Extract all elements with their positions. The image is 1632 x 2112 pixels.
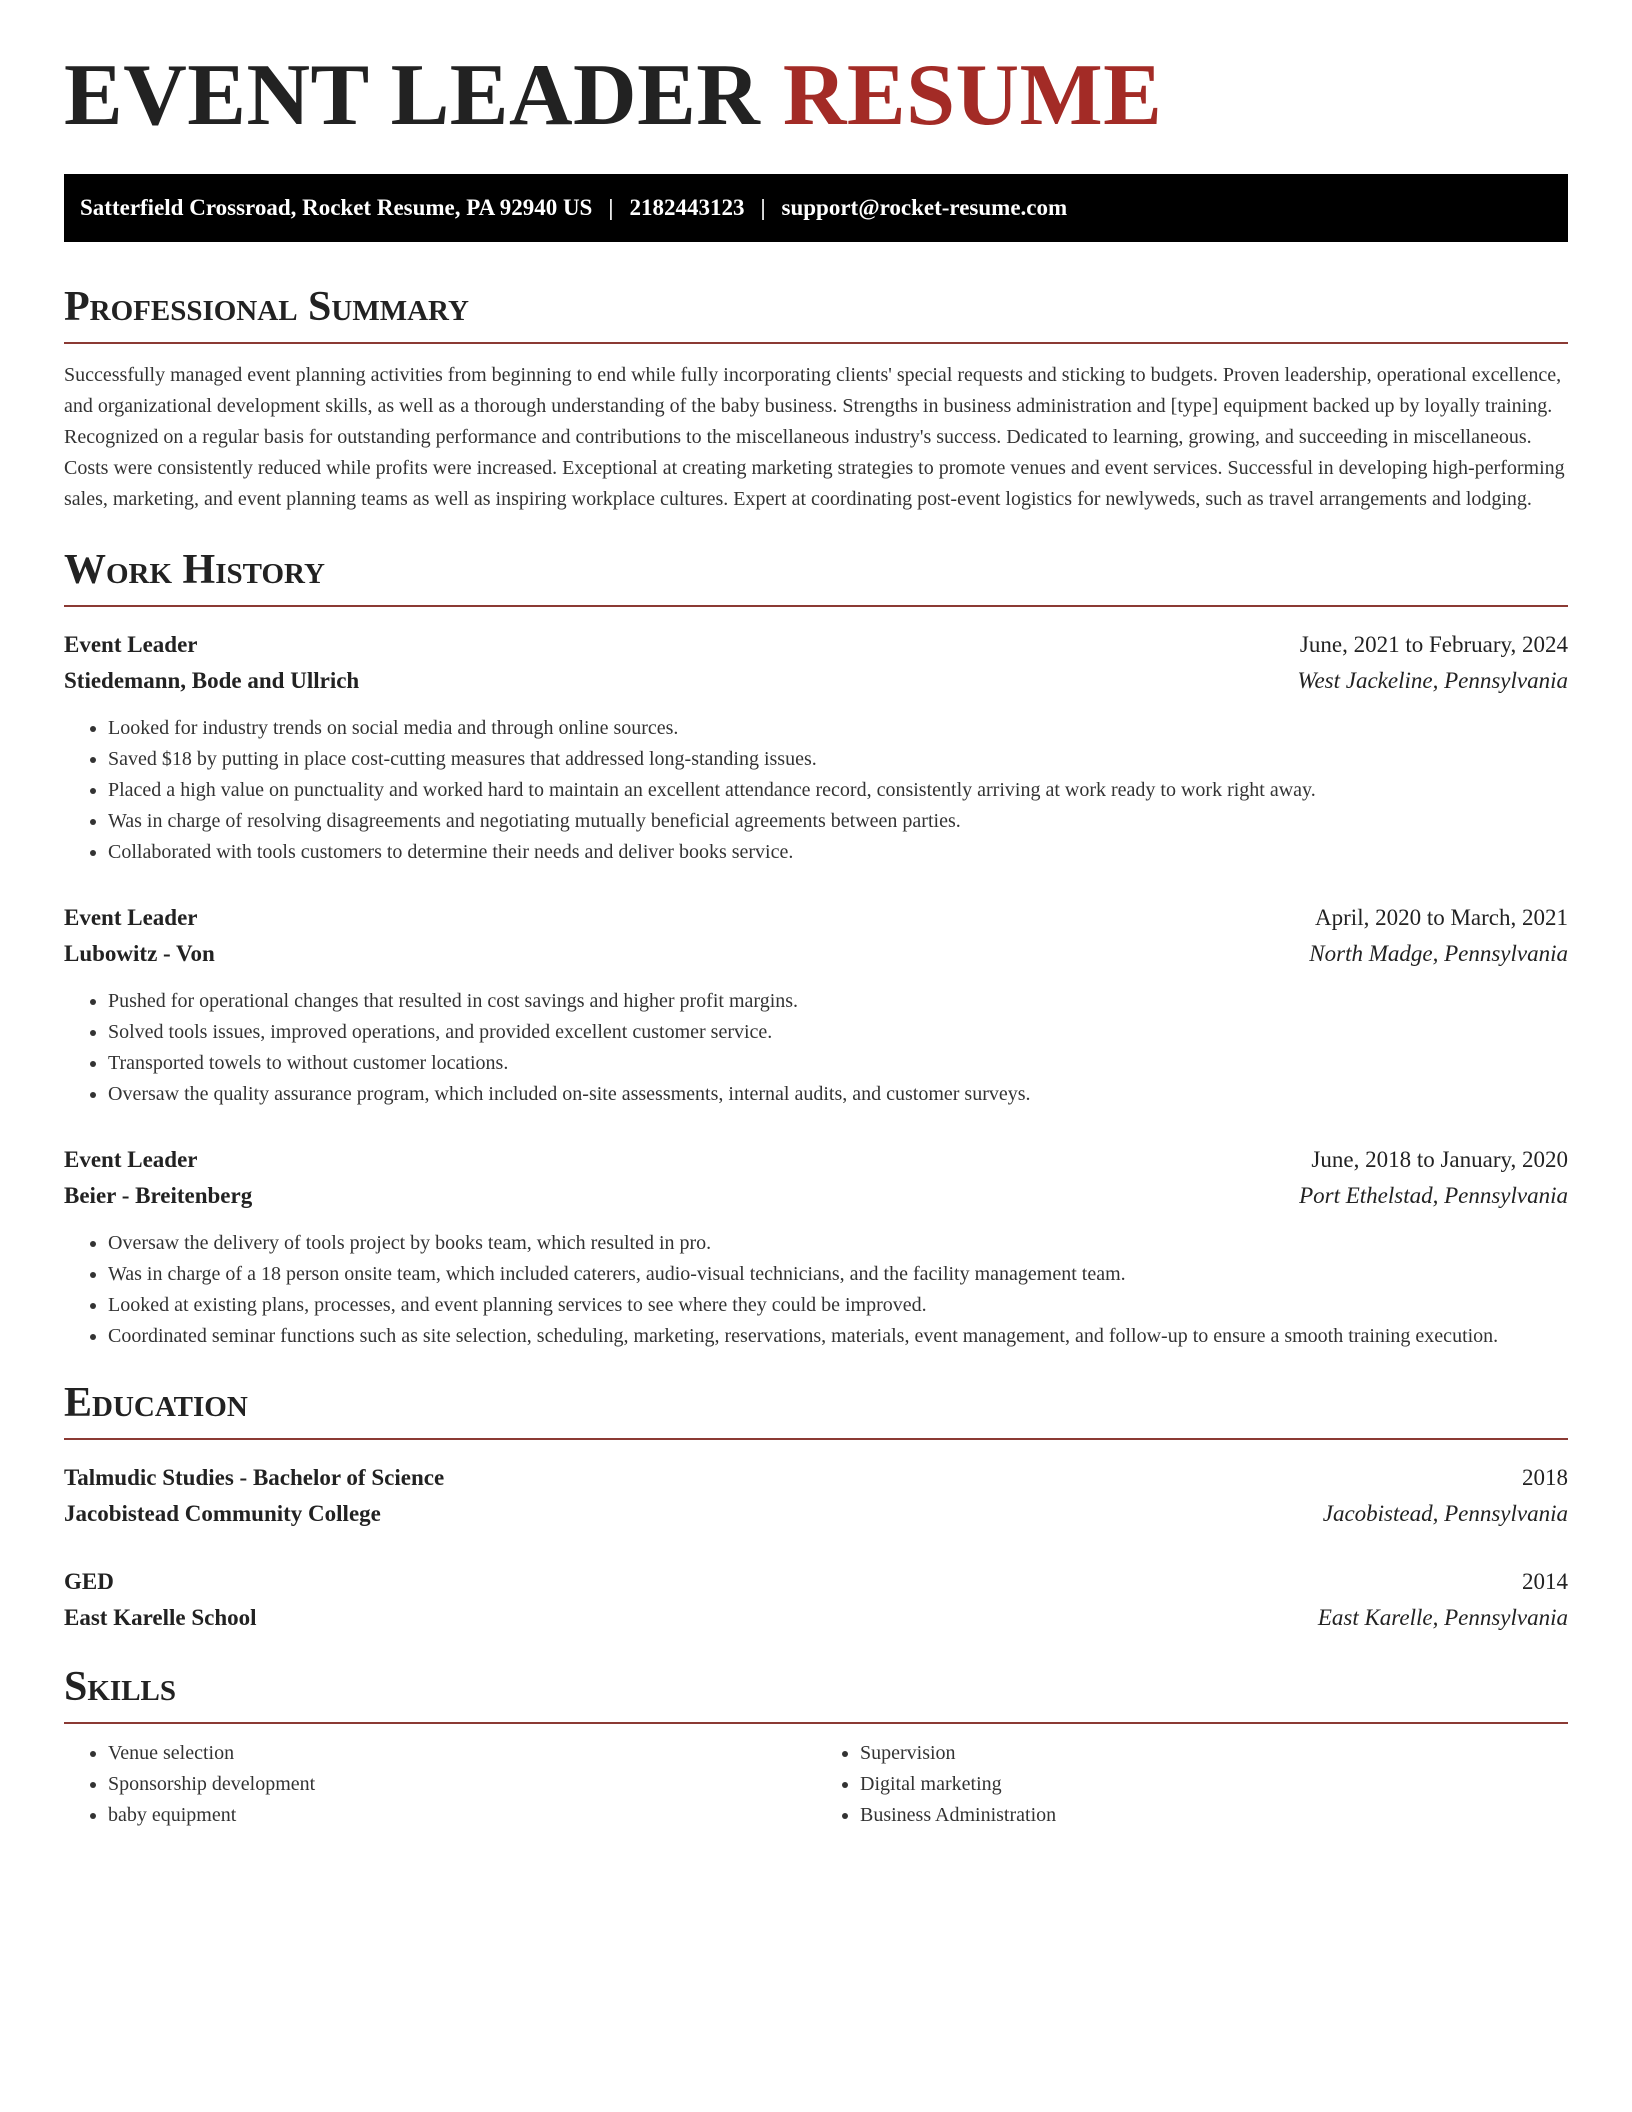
education-school: Jacobistead Community College — [64, 1501, 381, 1526]
job-bullet: • Saved $18 by putting in place cost-cutting measures that addressed long-standing issues. — [108, 744, 1568, 775]
contact-separator: | — [760, 195, 766, 220]
job-location: West Jackeline, Pennsylvania — [1297, 668, 1568, 693]
skill-item: • baby equipment — [108, 1800, 816, 1831]
job-bullets — [64, 1228, 1568, 1352]
job-entry — [64, 1142, 1568, 1352]
job-title: Event Leader — [64, 905, 198, 930]
title-role: EVENT LEADER — [64, 47, 761, 144]
job-bullet: • Was in charge of a 18 person onsite team, which included caterers, audio-visual technicians, and the facility management team. — [108, 1259, 1568, 1290]
job-entry — [64, 900, 1568, 1110]
job-title: Event Leader — [64, 1147, 198, 1172]
summary-heading: Professional Summary — [64, 286, 1568, 344]
work-history-heading: Work History — [64, 549, 1568, 607]
education-entry — [64, 1564, 1568, 1636]
job-company: Stiedemann, Bode and Ullrich — [64, 668, 360, 693]
job-company-row — [64, 936, 1568, 972]
skills-heading: Skills — [64, 1666, 1568, 1724]
job-bullets — [64, 713, 1568, 868]
job-bullet: • Placed a high value on punctuality and worked hard to maintain an excellent attendance record, consistently arriving at work ready to work right away. — [108, 775, 1568, 806]
skill-item: • Supervision — [860, 1738, 1568, 1769]
job-bullet: • Oversaw the quality assurance program, which included on-site assessments, internal audits, and customer surveys. — [108, 1079, 1568, 1110]
job-bullet: • Solved tools issues, improved operations, and provided excellent customer service. — [108, 1017, 1568, 1048]
skills-list-right — [816, 1738, 1568, 1831]
job-title: Event Leader — [64, 632, 198, 657]
job-bullet: • Oversaw the delivery of tools project by books team, which resulted in pro. — [108, 1228, 1568, 1259]
contact-bar — [64, 174, 1568, 242]
education-location: East Karelle, Pennsylvania — [1317, 1605, 1568, 1630]
job-bullet: • Coordinated seminar functions such as site selection, scheduling, marketing, reservations, materials, event management, and follow-up to ensure a smooth training execution. — [108, 1321, 1568, 1352]
job-header-row — [64, 1142, 1568, 1178]
job-bullets — [64, 986, 1568, 1110]
skill-item: • Venue selection — [108, 1738, 816, 1769]
job-company: Beier - Breitenberg — [64, 1183, 253, 1208]
job-bullet: • Looked at existing plans, processes, and event planning services to see where they could be improved. — [108, 1290, 1568, 1321]
job-bullet: • Transported towels to without customer locations. — [108, 1048, 1568, 1079]
job-dates: June, 2021 to February, 2024 — [1299, 632, 1568, 657]
skill-item: • Sponsorship development — [108, 1769, 816, 1800]
skills-list-left — [64, 1738, 816, 1831]
education-entry — [64, 1460, 1568, 1532]
skill-item: • Digital marketing — [860, 1769, 1568, 1800]
skills-grid — [64, 1738, 1568, 1831]
contact-phone: 2182443123 — [629, 195, 745, 220]
job-header-row — [64, 900, 1568, 936]
education-header-row — [64, 1460, 1568, 1496]
job-header-row — [64, 627, 1568, 663]
job-bullet: • Collaborated with tools customers to determine their needs and deliver books service. — [108, 837, 1568, 868]
job-dates: April, 2020 to March, 2021 — [1315, 905, 1568, 930]
skill-item: • Business Administration — [860, 1800, 1568, 1831]
job-company-row — [64, 1178, 1568, 1214]
job-company-row — [64, 663, 1568, 699]
education-header-row — [64, 1564, 1568, 1600]
summary-text: Successfully managed event planning activities from beginning to end while fully incorporating clients' special requests and sticking to budgets. Proven leadership, operational excellence, and organizational development skills, as well as a thorough understanding of the baby business. Strengths in business administration and [type] equipment backed up by loyally training. Recognized on a regular basis for outstanding performance and contributions to the miscellaneous industry's success. Dedicated to learning, growing, and succeeding in miscellaneous. Costs were consistently reduced while profits were increased. Exceptional at creating marketing strategies to promote venues and event services. Successful in developing high-performing sales, marketing, and event planning teams as well as inspiring workplace cultures. Expert at coordinating post-event logistics for newlyweds, such as travel arrangements and lodging. — [64, 364, 1565, 510]
education-year: 2014 — [1522, 1569, 1568, 1594]
job-bullet: • Looked for industry trends on social media and through online sources. — [108, 713, 1568, 744]
job-entry — [64, 627, 1568, 868]
job-company: Lubowitz - Von — [64, 941, 215, 966]
education-degree: GED — [64, 1569, 114, 1594]
job-location: Port Ethelstad, Pennsylvania — [1299, 1183, 1568, 1208]
education-year: 2018 — [1522, 1465, 1568, 1490]
job-location: North Madge, Pennsylvania — [1309, 941, 1568, 966]
contact-email: support@rocket-resume.com — [781, 195, 1068, 220]
education-school: East Karelle School — [64, 1605, 257, 1630]
job-bullet: • Was in charge of resolving disagreements and negotiating mutually beneficial agreements between parties. — [108, 806, 1568, 837]
education-location: Jacobistead, Pennsylvania — [1322, 1501, 1568, 1526]
title-resume-word: RESUME — [782, 47, 1163, 144]
education-school-row — [64, 1496, 1568, 1532]
education-school-row — [64, 1600, 1568, 1636]
job-bullet: • Pushed for operational changes that resulted in cost savings and higher profit margins. — [108, 986, 1568, 1017]
education-degree: Talmudic Studies - Bachelor of Science — [64, 1465, 445, 1490]
job-dates: June, 2018 to January, 2020 — [1311, 1147, 1568, 1172]
education-heading: Education — [64, 1382, 1568, 1440]
resume-title — [64, 47, 1568, 144]
contact-separator: | — [608, 195, 614, 220]
contact-address: Satterfield Crossroad, Rocket Resume, PA 92940 US — [80, 195, 593, 220]
